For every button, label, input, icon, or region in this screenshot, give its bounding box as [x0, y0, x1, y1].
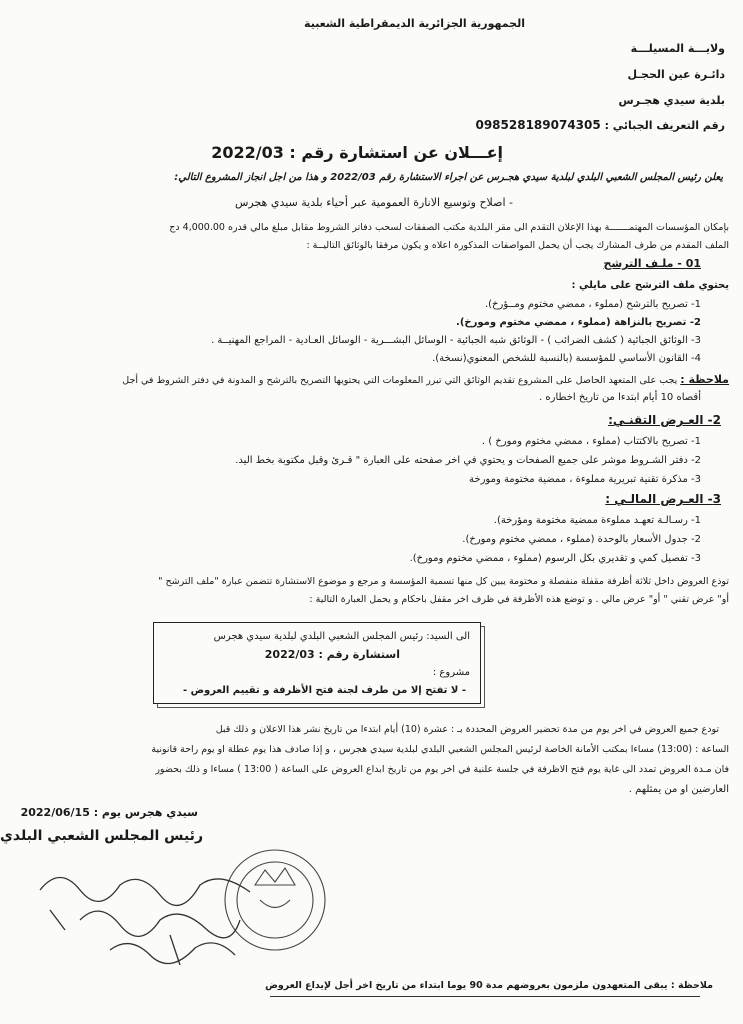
envelopes-line2: أو" عرض تقني " أو" عرض مالي . و توضع هذه الأظرفة في ظرف اخر مقفل باحكام و يحمل العبارة التالية :: [309, 594, 729, 605]
signature-stamp-graphic: [20, 840, 340, 990]
envelope-warning: - لا تفتح إلا من طرف لجنة فتح الأظرفة و تقييم العروض -: [182, 685, 466, 696]
para1-line2: الملف المقدم من طرف المشارك يجب أن يحمل المواصفات المذكورة اعلاه و يكون مرفقا بالوثائق التاليــة :: [306, 240, 729, 251]
footer-separator: [270, 996, 700, 997]
section3-item-3: 3- تفصيل كمي و تقديري بكل الرسوم (مملوء ، ممضي مختوم ومورخ).: [409, 553, 701, 564]
section1-item-1: 1- تصريح بالترشح (مملوء ، ممضي مختوم ومــؤرخ).: [484, 299, 701, 310]
section3-item-1: 1- رسـالـة تعهـد مملوءة ممضية مختومة ومؤرخة).: [493, 515, 701, 526]
deposit-line3: فان مـدة العروض تمدد الى غاية يوم فتح الاظرفة في جلسة علنية في اخر يوم من تاريخ ابداع العروض على الساعة ( 13:00 ) مساءا و ذلك بحضور: [155, 764, 729, 775]
announcement-title: إعـــلان عن استشارة رقم : 2022/03: [211, 143, 503, 162]
section2-item-1: 1- تصريح بالاكتتاب (مملوء ، ممضي مختوم ومورخ ) .: [481, 436, 701, 447]
envelope-project-label: مشروع :: [432, 667, 470, 678]
deposit-line1: تودع جميع العروض في اخر يوم من مدة تحضير العروض المحددة بـ : عشرة (10) أيام ابتدءا من تاريخ نشر هذا الاعلان و ذلك قبل: [215, 724, 719, 735]
section3-item-2: 2- جدول الأسعار بالوحدة (مملوء ، ممضي مختوم ومورخ).: [462, 534, 701, 545]
signature-place-date: سيدي هجرس يوم : 2022/06/15: [20, 806, 198, 819]
deposit-line2: الساعة : (13:00) مساءا بمكتب الأمانة الخاصة لرئيس المجلس الشعبي البلدي لبلدية سيدي هجرس ، و إذا صادف هذا يوم عطلة او يوم راحة قانونية: [151, 744, 729, 755]
note-line1: [122, 373, 729, 386]
daira-line: دائـرة عين الحجـل: [627, 68, 725, 81]
section1-intro: يحتوي ملف الترشح على مايلي :: [571, 280, 729, 291]
envelopes-line1: توذع العروض داخل ثلاثة أظرفة مقفلة منفصلة و مختومة يبين كل منها تسمية المؤسسة و مرجع و موضوع الاستشارة تتضمن عبارة "ملف الترشح ": [158, 576, 729, 587]
section2-item-2: 2- دفتر الشـروط موشر على جميع الصفحات و يحتوي في اخر صفحته على العبارة " قـرئ وقبل مكتوبة بخط اليد.: [235, 455, 701, 466]
fiscal-id-label: رقم التعريف الجبائي :: [604, 119, 725, 132]
envelope-ref-line: استشارة رقم : 2022/03: [264, 648, 400, 661]
para1-line1: بإمكان المؤسسات المهتمـــــــة بهذا الإعلان التقدم الى مقر البلدية مكتب الصفقات لسحب دفاتر الشروط مقابل مبلغ مالي قدره 4,000.00 دج: [169, 222, 729, 233]
footer-note: ملاحظة : يبقى المتعهدون ملزمون بعروضهم مدة 90 يوما ابتداء من تاريخ اخر أجل لإيداع العروض: [265, 980, 713, 991]
note-label: ملاحظة :: [680, 373, 729, 386]
section1-item-2: 2- تصريح بالنزاهة (مملوء ، ممضي مختوم ومورخ).: [456, 317, 701, 328]
section3-title: 3- العـرض المالـي :: [605, 492, 721, 506]
section2-item-3: 3- مذكرة تقنية تبريرية مملوءة ، ممضية مختومة ومورخة: [469, 474, 701, 485]
envelope-to-line: الى السيد: رئيس المجلس الشعبي البلدي لبلدية سيدي هجرس: [213, 631, 470, 642]
handwritten-signature: [40, 878, 250, 966]
republic-header: الجمهورية الجزائرية الديمقراطية الشعبية: [304, 17, 525, 30]
envelope-box: [153, 622, 481, 704]
note-line2: أقصاه 10 أيام ابتدءا من تاريخ اخطاره .: [539, 392, 701, 403]
commune-line: بلدية سيدي هجـرس: [618, 94, 725, 107]
note-text: يجب على المتعهد الحاصل على المشروع تقديم الوثائق التي تبرر المعلومات التي يحتويها التصريح بالترشح و المدونة في دفتر الشروط في أجل: [122, 375, 678, 386]
section2-title: 2- العـرض التقنـي:: [608, 413, 721, 427]
fiscal-id-line: [475, 118, 725, 132]
wilaya-line: ولايـــة المسيلـــة: [630, 42, 725, 55]
project-name: - اصلاح وتوسيع الانارة العمومية عبر أحياء بلدية سيدي هجرس: [234, 196, 513, 209]
stamp-circle: [225, 850, 325, 950]
signature-signer: رئيس المجلس الشعبي البلدي: [0, 828, 203, 844]
deposit-line4: العارضين او من يمثلهم .: [628, 784, 729, 795]
section1-title: 01 - ملـف الترشح: [603, 257, 701, 270]
fiscal-id-number: 098528189074305: [475, 118, 601, 132]
intro-text: يعلن رئيس المجلس الشعبي البلدي لبلدية سيدي هجـرس عن اجراء الاستشارة رقم 2022/03 و هذا من اجل انجاز المشروع التالي:: [174, 172, 723, 183]
section1-item-4: 4- القانون الأساسي للمؤسسة (بالنسبة للشخص المعنوي(نسخة).: [432, 353, 701, 364]
section1-item-3: 3- الوثائق الجبائية ( كشف الضرائب ) - الوثائق شبه الجبائية - الوسائل البشـــرية - الوسائل العـادية - المراجع المهنيــة .: [211, 335, 701, 346]
